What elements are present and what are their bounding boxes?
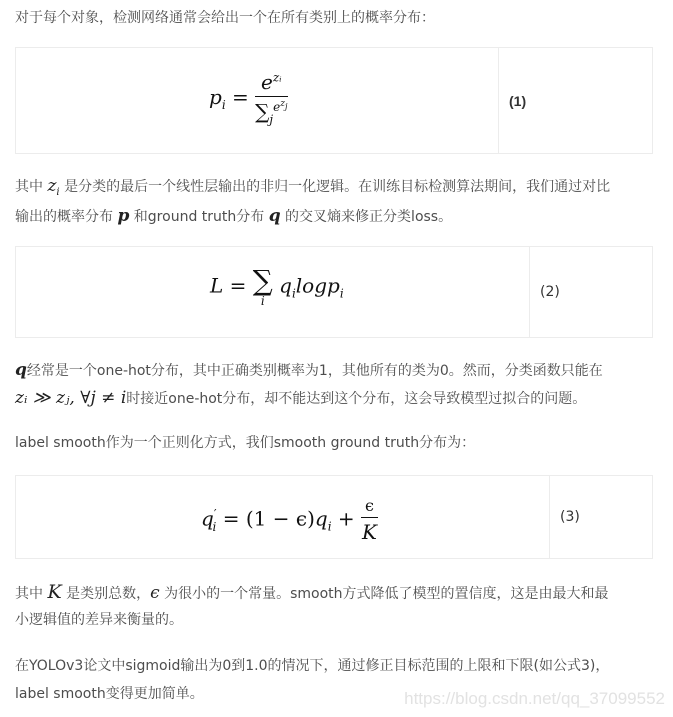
- text: 的交叉熵来修正分类loss。: [280, 209, 453, 225]
- eq-var: logp: [295, 273, 340, 298]
- eq-var: q: [279, 273, 292, 298]
- text: 经常是一个one-hot分布，其中正确类别概率为1，其他所有的类为0。然而，分类函数只能在: [26, 363, 603, 379]
- eq-sub: i: [327, 519, 332, 534]
- equation-table-3: [15, 475, 653, 559]
- eq-sub: i: [221, 97, 226, 112]
- math-var: q: [268, 206, 281, 226]
- paragraph-cross-entropy: [15, 202, 452, 231]
- equation-cell: [16, 247, 530, 337]
- eq-sub: i: [339, 286, 344, 301]
- text: 为很小的一个常量。smooth方式降低了模型的置信度，这是由最大和最: [159, 586, 609, 602]
- eq-plus: +: [337, 506, 355, 531]
- equation-table-2: [15, 246, 653, 338]
- eq-sub: i: [291, 286, 296, 301]
- paragraph-k-epsilon: [15, 578, 609, 608]
- paragraph-simpler: label smooth变得更加简单。: [15, 686, 204, 702]
- math-var: p: [117, 206, 130, 226]
- equation-cell: [16, 476, 550, 558]
- eq-num: ϵ: [361, 496, 378, 518]
- text: 输出的概率分布: [15, 209, 118, 225]
- math-var: ϵ: [150, 583, 160, 603]
- text: 和ground truth分布: [129, 209, 269, 225]
- equation-number-3: (3): [560, 509, 580, 525]
- eq-sup: zᵢ: [272, 70, 282, 85]
- watermark: https://blog.csdn.net/qq_37099552: [404, 689, 665, 708]
- eq-var: p: [209, 84, 222, 109]
- math-sub: i: [56, 186, 60, 198]
- eq-num: e: [261, 70, 273, 94]
- eq-den: K: [362, 520, 377, 544]
- eq-var: q: [201, 506, 214, 531]
- paragraph-logit-diff: 小逻辑值的差异来衡量的。: [15, 612, 183, 628]
- math-var: q: [15, 360, 27, 380]
- equation-number-1: (1): [509, 92, 527, 109]
- eq-var: q: [314, 506, 328, 531]
- cross-entropy-equation: [210, 264, 344, 308]
- eq-sub: i: [260, 294, 265, 308]
- math-expression: zᵢ ≫ zⱼ, ∀j ≠ i: [15, 388, 127, 408]
- eq-sign: =: [232, 84, 249, 109]
- equation-number-2: (2): [540, 284, 560, 300]
- eq-rhs: = (1 − ϵ): [222, 506, 315, 531]
- paragraph-yolov3: 在YOLOv3论文中sigmoid输出为0到1.0的情况下，通过修正目标范围的上限和下限(如公式3)，: [15, 658, 610, 674]
- fraction: [361, 496, 378, 544]
- text: 其中: [15, 586, 48, 602]
- eq-sign: =: [229, 273, 247, 298]
- text: 其中: [15, 179, 48, 195]
- eq-var: L: [210, 273, 224, 298]
- math-var: z: [47, 176, 57, 196]
- fraction: $\frac{e^{zᵢ}}{\sum_j^{e^{z_j}}}$: [255, 70, 288, 127]
- sum-symbol: ∑: [252, 264, 273, 297]
- eq-sub: i: [212, 519, 217, 534]
- label-smooth-equation: [201, 496, 378, 544]
- intro-paragraph: 对于每个对象，检测网络通常会给出一个在所有类别上的概率分布：: [15, 10, 435, 26]
- eq-sup: ′: [213, 506, 217, 521]
- text: 是类别总数，: [61, 586, 151, 602]
- equation-cell: [16, 48, 499, 153]
- softmax-equation: [209, 70, 288, 127]
- paragraph-overfit: [15, 384, 586, 413]
- sum-symbol: ∑: [255, 99, 270, 124]
- paragraph-label-smooth: label smooth作为一个正则化方式，我们smooth ground truth分布为：: [15, 435, 476, 451]
- eq-sub: j: [269, 112, 274, 127]
- math-var: K: [47, 581, 62, 603]
- equation-table-1: [15, 47, 653, 154]
- text: 时接近one-hot分布，却不能达到这个分布，这会导致模型过拟合的问题。: [126, 391, 587, 407]
- text: 是分类的最后一个线性层输出的非归一化逻辑。在训练目标检测算法期间，我们通过对比: [59, 179, 611, 195]
- paragraph-one-hot: [15, 356, 603, 385]
